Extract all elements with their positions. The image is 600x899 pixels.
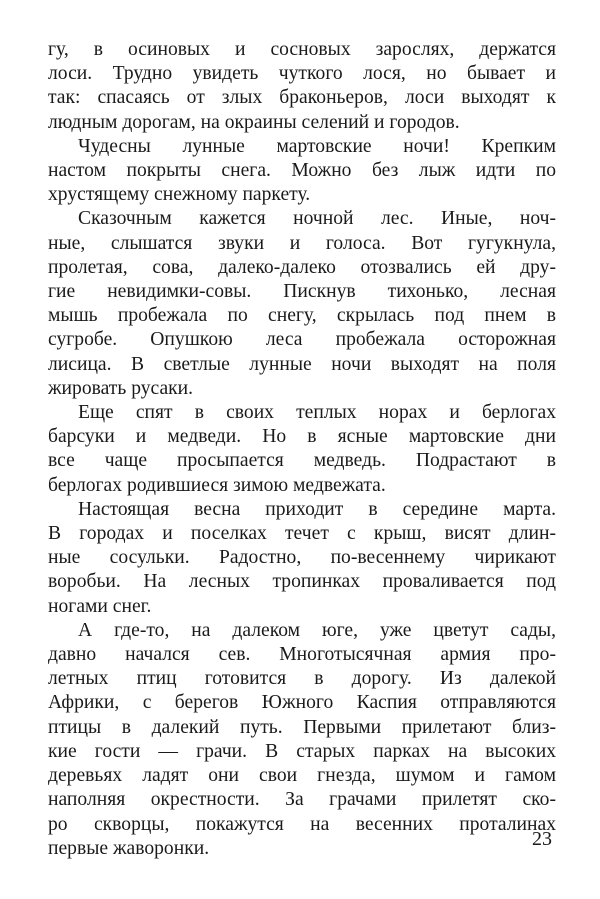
text-line: птицы в далекий путь. Первыми прилетают близ- xyxy=(48,716,556,738)
paragraph-2 xyxy=(48,135,556,208)
paragraph-1 xyxy=(48,38,556,135)
text-line: ные сосульки. Радостно, по-весеннему чирикают xyxy=(48,547,556,569)
text-line: людным дорогам, на окраины селений и городов. xyxy=(48,111,460,133)
text-line: давно начался сев. Многотысячная армия про- xyxy=(48,644,556,666)
paragraph-4 xyxy=(48,401,556,498)
text-line: мышь пробежала по снегу, скрылась под пнем в xyxy=(48,305,556,327)
text-line: лисица. В светлые лунные ночи выходят на поля xyxy=(48,353,556,375)
text-line: В городах и поселках течет с крыш, висят длин- xyxy=(48,523,556,545)
paragraph-3 xyxy=(48,207,556,401)
text-line: Еще спят в своих теплых норах и берлогах xyxy=(78,402,556,424)
text-line: настом покрыты снега. Можно без лыж идти по xyxy=(48,160,556,182)
text-line: Сказочным кажется ночной лес. Иные, ноч- xyxy=(78,208,556,230)
text-line: ногами снег. xyxy=(48,595,152,617)
text-line: первые жаворонки. xyxy=(48,837,210,859)
text-line: летных птиц готовится в дорогу. Из далекой xyxy=(48,668,556,690)
text-line: пролетая, сова, далеко-далеко отозвались ей дру- xyxy=(48,256,556,278)
text-line: Чудесны лунные мартовские ночи! Крепким xyxy=(78,135,556,157)
text-line: Настоящая весна приходит в середине марта. xyxy=(78,498,556,520)
text-line: гу, в осиновых и сосновых зарослях, держатся xyxy=(48,39,556,60)
text-line: так: спасаясь от злых браконьеров, лоси выходят к xyxy=(48,87,556,109)
text-line: жировать русаки. xyxy=(48,377,194,399)
text-line: ро скворцы, покажутся на весенних проталинах xyxy=(48,813,556,835)
paragraph-5 xyxy=(48,498,556,619)
text-line: лоси. Трудно увидеть чуткого лося, но бывает и xyxy=(48,63,556,85)
text-line: воробьи. На лесных тропинках проваливается под xyxy=(48,571,556,593)
text-line: гие невидимки-совы. Пискнув тихонько, лесная xyxy=(48,281,556,303)
page-body xyxy=(48,38,556,861)
text-line: деревьях ладят они свои гнезда, шумом и гамом xyxy=(48,765,556,787)
text-line: все чаще просыпается медведь. Подрастают в xyxy=(48,450,556,472)
text-line: барсуки и медведи. Но в ясные мартовские дни xyxy=(48,426,556,448)
page-number: 23 xyxy=(532,828,552,850)
text-line: Африки, с берегов Южного Каспия отправляются xyxy=(48,692,556,714)
text-line: хрустящему снежному паркету. xyxy=(48,184,311,206)
text-line: берлогах родившиеся зимою медвежата. xyxy=(48,474,386,496)
text-line: сугробе. Опушкою леса пробежала осторожная xyxy=(48,329,556,351)
text-line: наполняя окрестности. За грачами прилетят ско- xyxy=(48,789,556,811)
paragraph-6 xyxy=(48,619,556,861)
text-line: кие гости — грачи. В старых парках на высоких xyxy=(48,740,556,762)
text-line: ные, слышатся звуки и голоса. Вот гугукнула, xyxy=(48,232,556,254)
text-line: А где-то, на далеком юге, уже цветут сады, xyxy=(78,619,556,641)
